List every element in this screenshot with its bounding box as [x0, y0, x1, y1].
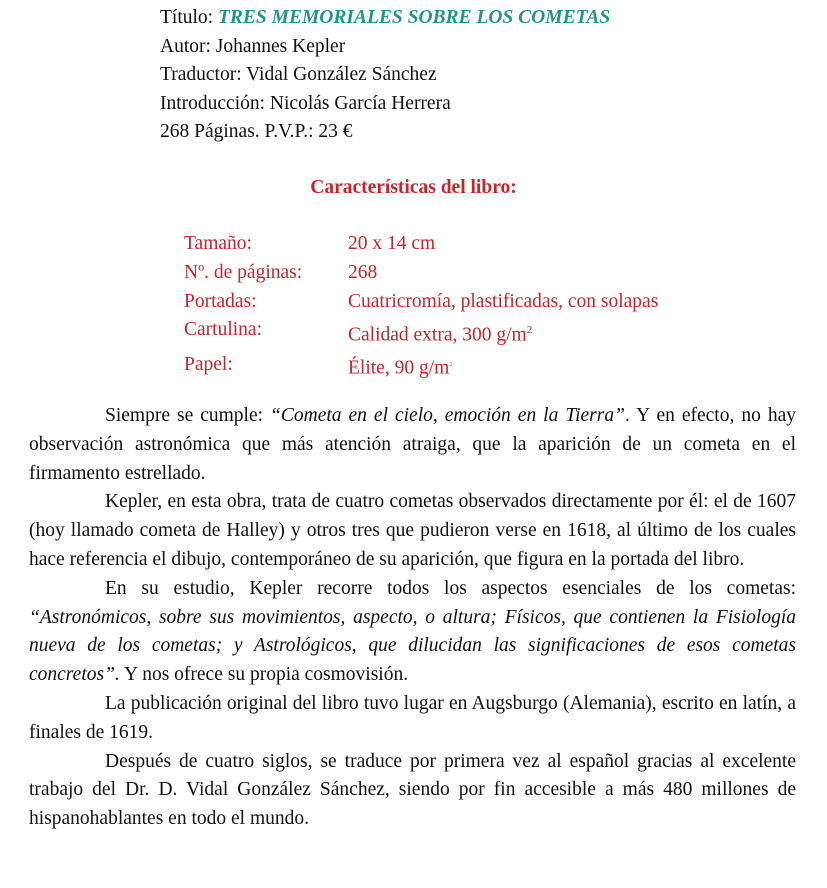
paragraph: Después de cuatro siglos, se traduce por primera vez al español gracias al excelente trabajo del Dr. D. Vidal González Sánchez, siendo por fin accesible a más 480 millones de hispanohablantes en todo el mundo.	[29, 750, 796, 830]
book-metadata	[160, 4, 610, 147]
spec-value: 268	[348, 261, 378, 283]
spec-label: Papel:	[184, 353, 233, 375]
spec-row	[184, 288, 658, 317]
author-line: Autor: Johannes Kepler	[160, 35, 346, 57]
spec-value: 20 x 14 cm	[348, 233, 436, 254]
spec-label: Cartulina:	[184, 319, 262, 341]
title-label: Título:	[160, 7, 214, 28]
spec-row	[184, 351, 658, 383]
spec-row	[184, 316, 658, 350]
quote: “Astronómicos, sobre sus movimientos, aspecto, o altura; Físicos, que contienen la Fisiología nueva de los cometas; y Astrológicos, que dilucidan las significaciones de esos cometas concretos”.	[29, 606, 796, 686]
paragraph: La publicación original del libro tuvo lugar en Augsburgo (Alemania), escrito en latín, a finales de 1619.	[29, 692, 796, 743]
spec-row	[184, 230, 658, 259]
description-body	[29, 402, 796, 834]
spec-row	[184, 259, 658, 288]
features-heading: Características del libro:	[310, 177, 517, 198]
introduction-line: Introducción: Nicolás García Herrera	[160, 92, 451, 114]
spec-label: Portadas:	[184, 290, 257, 312]
translator-line: Traductor: Vidal González Sánchez	[160, 64, 437, 85]
spec-label: Tamaño:	[184, 233, 252, 254]
spec-value: Calidad extra, 300 $g/m^2$	[348, 324, 533, 346]
paragraph: Siempre se cumple: “Cometa en el cielo, emoción en la Tierra”. Y en efecto, no hay observación astronómica que más atención atraiga, que la aparición de un cometa en el firmamento estrellado.	[29, 405, 796, 484]
paragraph: Kepler, en esta obra, trata de cuatro cometas observados directamente por él: el de 1607 (hoy llamado cometa de Halley) y otros tres que pudieron verse en 1618, al último de los cuales hace referencia el dibujo, contemporáneo de su aparición, que figura en la portada del libro.	[29, 491, 796, 570]
paragraph: En su estudio, Kepler recorre todos los aspectos esenciales de los cometas: “Astronómicos, sobre sus movimientos, aspecto, o altura; Físicos, que contienen la Fisiología nueva de los cometas; y Astrológicos, que dilucidan las significaciones de esos cometas concretos”. Y nos ofrece su propia cosmovisión.	[29, 577, 796, 686]
title-line	[160, 4, 610, 33]
features-table	[184, 230, 658, 383]
book-title: TRES MEMORIALES SOBRE LOS COMETAS	[217, 7, 611, 28]
quote: “Cometa en el cielo, emoción en la Tierra”	[270, 405, 625, 426]
spec-value: Cuatricromía, plastificadas, con solapas	[348, 290, 659, 312]
pages-price-line: 268 Páginas. P.V.P.: 23 €	[160, 121, 353, 142]
spec-value: Élite, 90 $g/m^2$	[348, 357, 453, 379]
spec-label: Nº. de páginas:	[184, 261, 303, 283]
